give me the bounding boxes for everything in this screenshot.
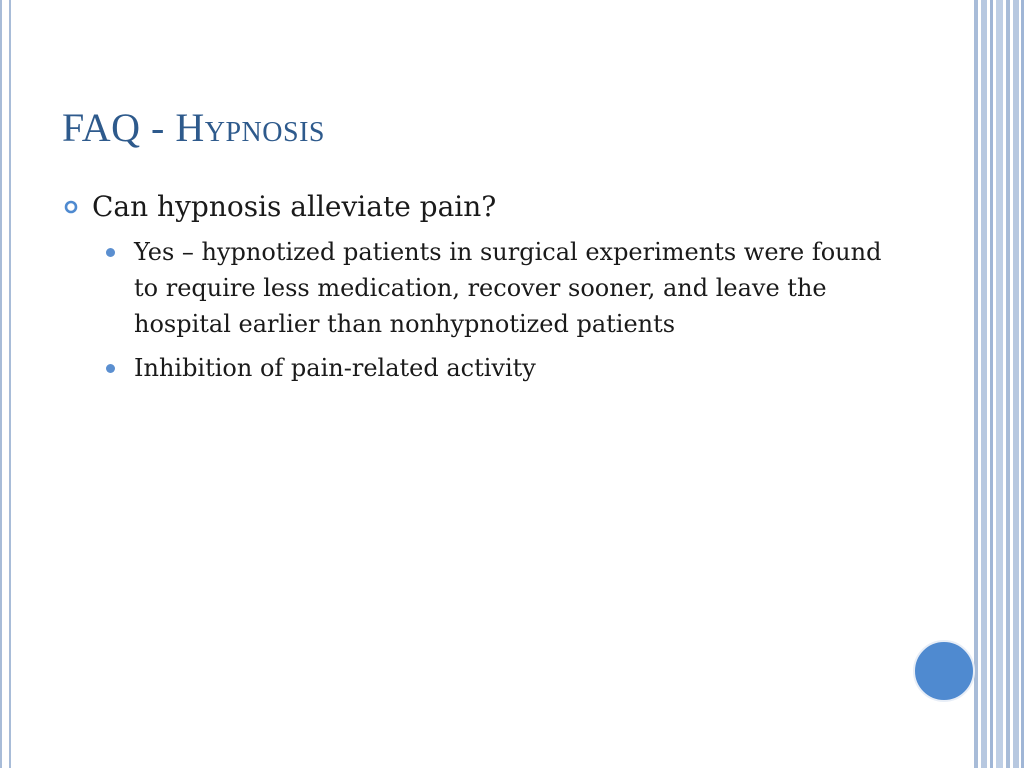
sub-bullet-text: Yes – hypnotized patients in surgical experiments were found to require less medication, recover sooner, and leave the hospital earlier than nonhypnotized patients	[134, 238, 882, 338]
sub-bullet-item	[132, 234, 894, 342]
sub-bullet-item	[132, 350, 894, 386]
decorative-circle	[913, 640, 975, 702]
ring-bullet-icon	[64, 200, 78, 214]
slide-title: FAQ - Hypnosis	[62, 105, 325, 150]
slide-body	[64, 188, 904, 394]
bullet-item	[64, 188, 904, 226]
dot-bullet-icon	[106, 248, 115, 257]
sub-bullet-list	[64, 234, 904, 386]
sub-bullet-text: Inhibition of pain-related activity	[134, 354, 536, 382]
right-stripe-decoration	[974, 0, 1024, 768]
dot-bullet-icon	[106, 364, 115, 373]
left-border-decoration	[0, 0, 11, 768]
bullet-text: Can hypnosis alleviate pain?	[92, 190, 497, 223]
